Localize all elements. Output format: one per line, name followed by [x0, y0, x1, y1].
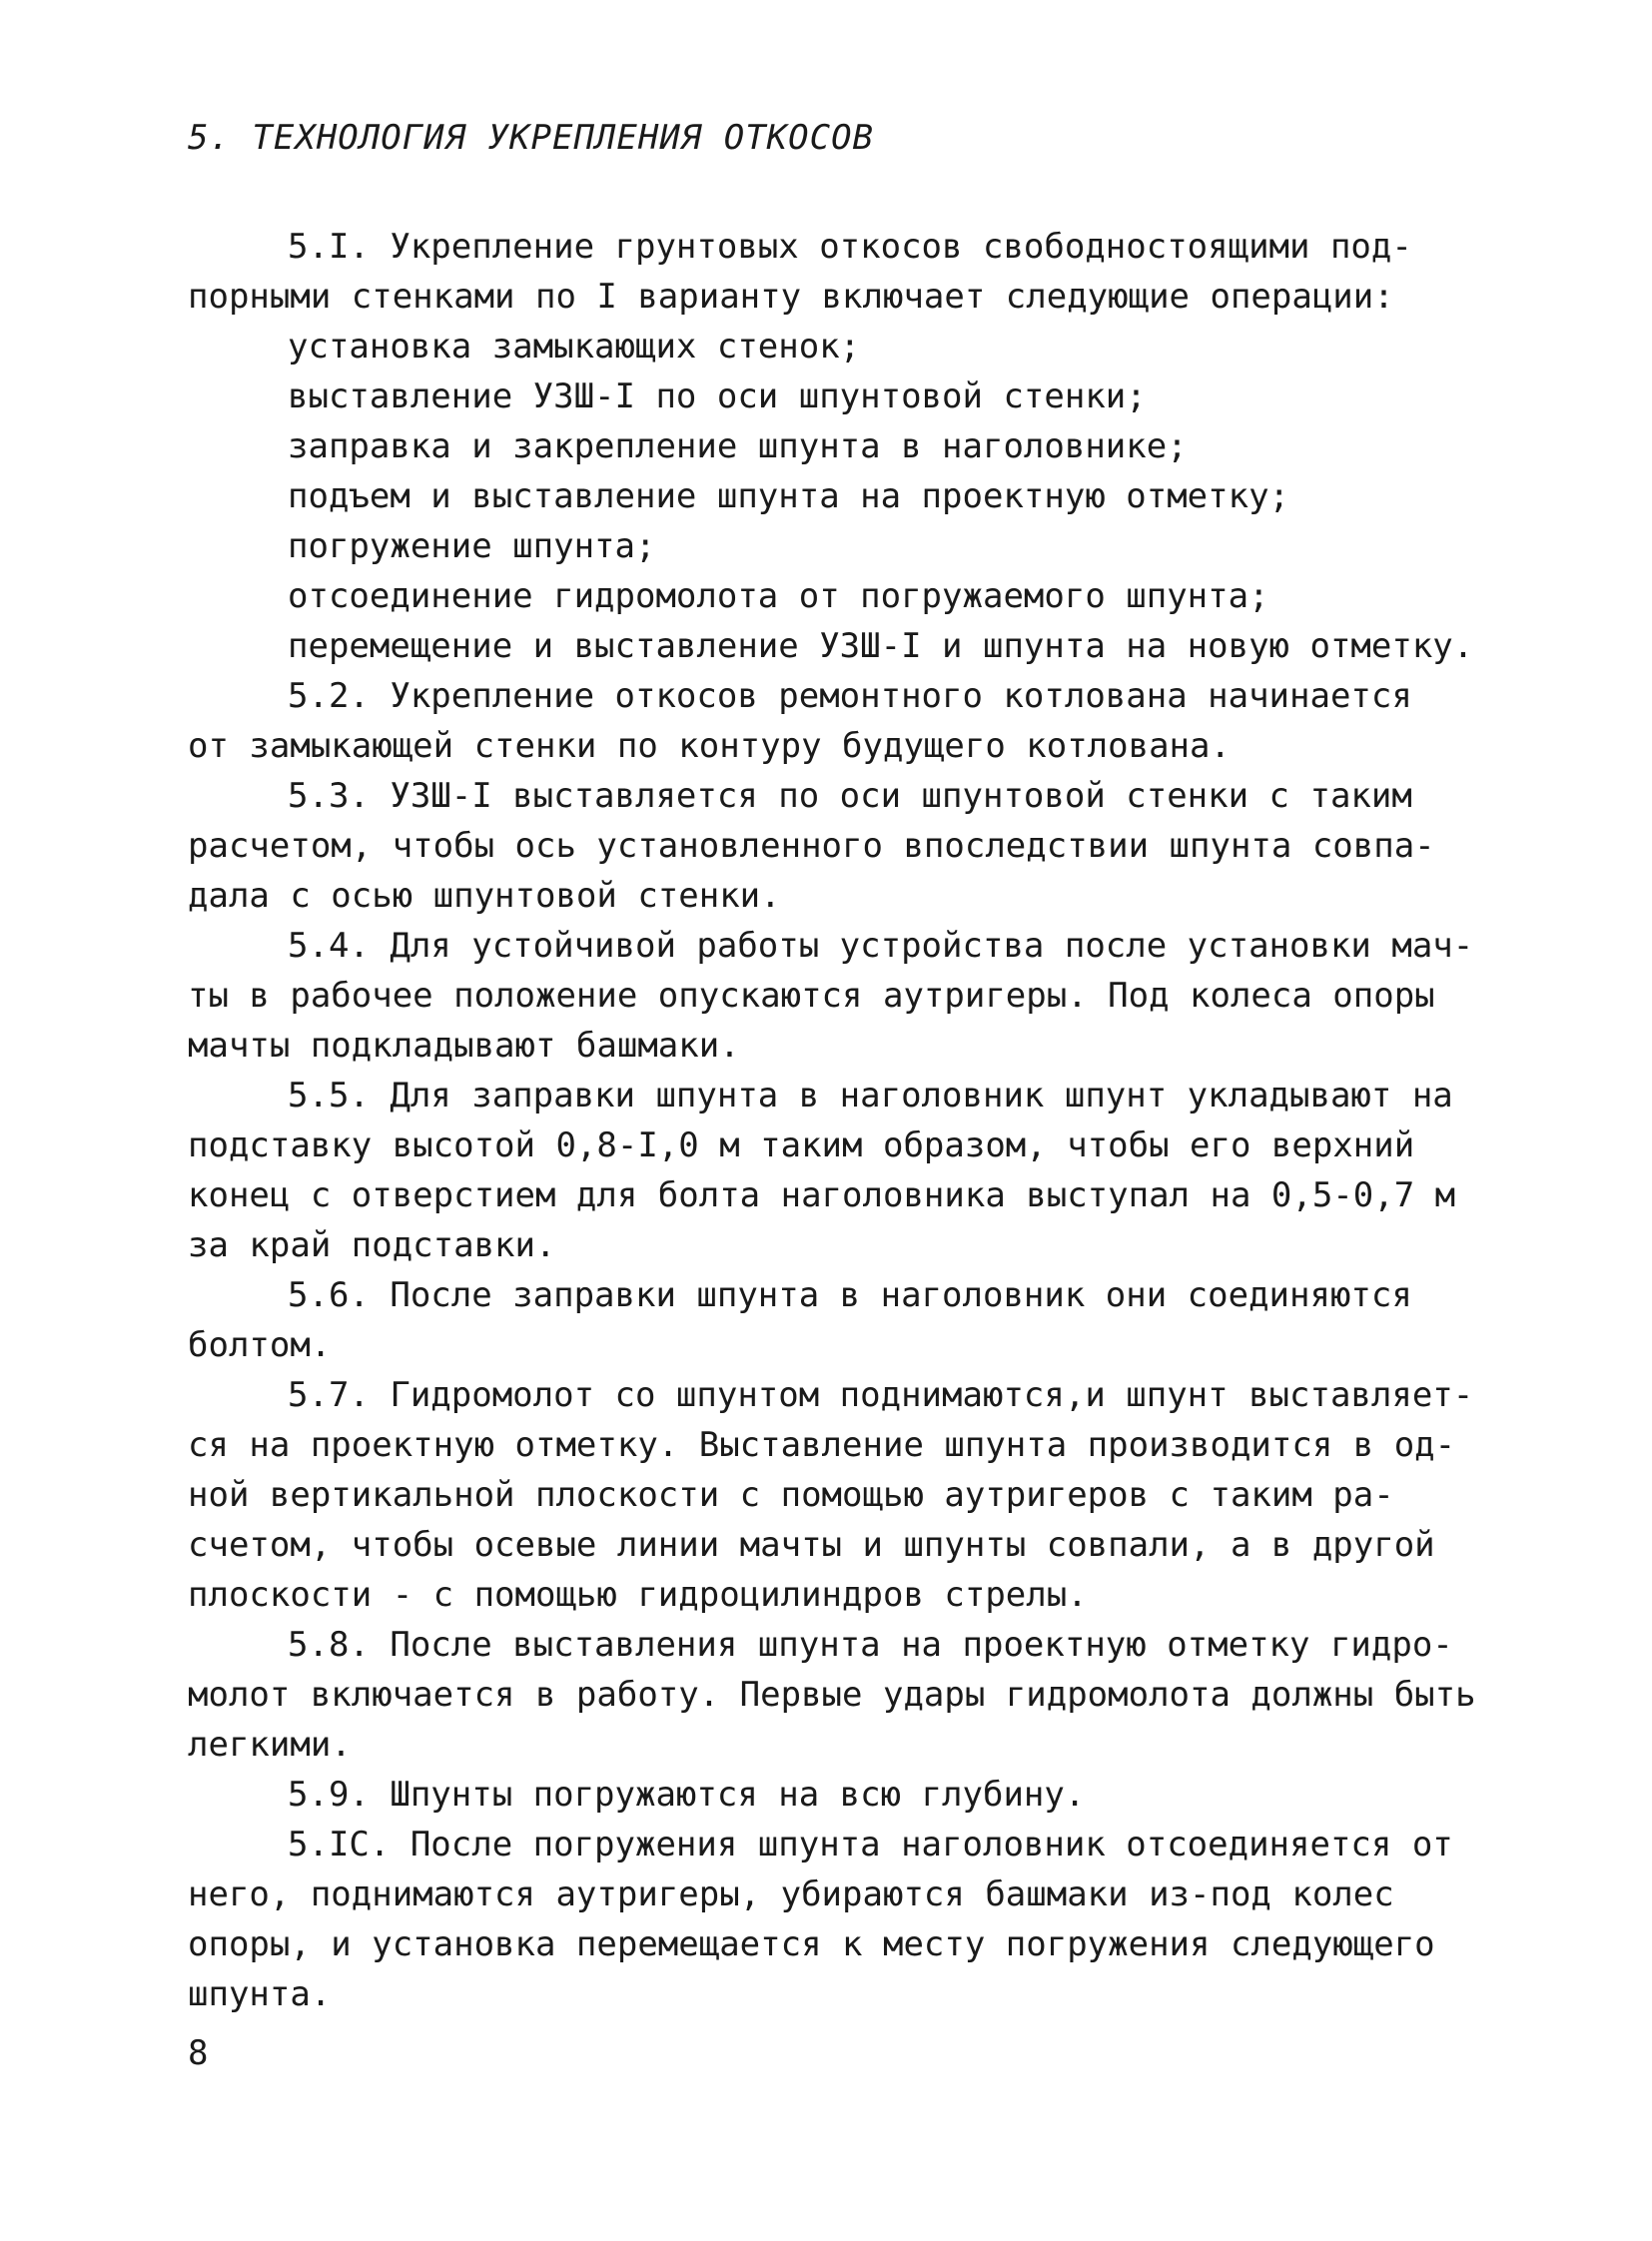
text-line: подъем и выставление шпунта на проектную отметку;	[288, 476, 1290, 516]
text-line: шпунта.	[188, 1974, 332, 2014]
text-line: расчетом, чтобы ось установленного впоследствии шпунта совпа-	[188, 826, 1435, 866]
text-line: ной вертикальной плоскости с помощью аутригеров с таким ра-	[188, 1475, 1394, 1515]
text-line: ты в рабочее положение опускаются аутригеры. Под колеса опоры	[188, 976, 1435, 1016]
text-line: выставление УЗШ-I по оси шпунтовой стенки;	[288, 376, 1147, 416]
text-line: 5.4. Для устойчивой работы устройства после установки мач-	[288, 926, 1474, 966]
text-line: 5.6. После заправки шпунта в наголовник они соединяются	[288, 1275, 1412, 1315]
text-line: 5.8. После выставления шпунта на проектную отметку гидро-	[288, 1625, 1453, 1665]
text-line: 5.7. Гидромолот со шпунтом поднимаются,и шпунт выставляет-	[288, 1375, 1474, 1415]
text-line: конец с отверстием для болта наголовника выступал на 0,5-0,7 м	[188, 1175, 1456, 1215]
section-body	[188, 222, 1506, 2019]
text-line: за край подставки.	[188, 1225, 556, 1265]
text-line: 5.I. Укрепление грунтовых откосов свободностоящими под-	[288, 227, 1412, 267]
text-line: болтом.	[188, 1325, 332, 1365]
text-line: плоскости - с помощью гидроцилиндров стрелы.	[188, 1575, 1088, 1615]
text-line: перемещение и выставление УЗШ-I и шпунта на новую отметку.	[288, 626, 1474, 666]
text-line: молот включается в работу. Первые удары гидромолота должны быть	[188, 1675, 1476, 1715]
text-line: дала с осью шпунтовой стенки.	[188, 876, 781, 916]
text-line: опоры, и установка перемещается к месту погружения следующего	[188, 1924, 1435, 1964]
text-line: 5.2. Укрепление откосов ремонтного котлована начинается	[288, 676, 1412, 716]
text-line: 5.3. УЗШ-I выставляется по оси шпунтовой стенки с таким	[288, 776, 1412, 816]
text-line: заправка и закрепление шпунта в наголовнике;	[288, 426, 1188, 466]
text-line: него, поднимаются аутригеры, убираются башмаки из-под колес	[188, 1874, 1394, 1914]
text-line: счетом, чтобы осевые линии мачты и шпунты совпали, а в другой	[188, 1525, 1435, 1565]
text-line: ся на проектную отметку. Выставление шпунта производится в од-	[188, 1425, 1456, 1465]
text-line: погружение шпунта;	[288, 526, 656, 566]
text-line: мачты подкладывают башмаки.	[188, 1026, 740, 1066]
text-line: легкими.	[188, 1725, 352, 1765]
text-line: от замыкающей стенки по контуру будущего котлована.	[188, 726, 1231, 766]
text-line: 5.5. Для заправки шпунта в наголовник шпунт укладывают на	[288, 1076, 1453, 1116]
text-line: 5.9. Шпунты погружаются на всю глубину.	[288, 1775, 1086, 1815]
text-line: подставку высотой 0,8-I,0 м таким образом, чтобы его верхний	[188, 1125, 1415, 1165]
page-number: 8	[188, 2033, 209, 2073]
text-line: установка замыкающих стенок;	[288, 327, 861, 367]
text-line: 5.IC. После погружения шпунта наголовник отсоединяется от	[288, 1825, 1453, 1865]
text-line: порными стенками по I варианту включает следующие операции:	[188, 277, 1394, 317]
text-line: отсоединение гидромолота от погружаемого шпунта;	[288, 576, 1269, 616]
section-heading: 5. ТЕХНОЛОГИЯ УКРЕПЛЕНИЯ ОТКОСОВ	[188, 118, 875, 158]
